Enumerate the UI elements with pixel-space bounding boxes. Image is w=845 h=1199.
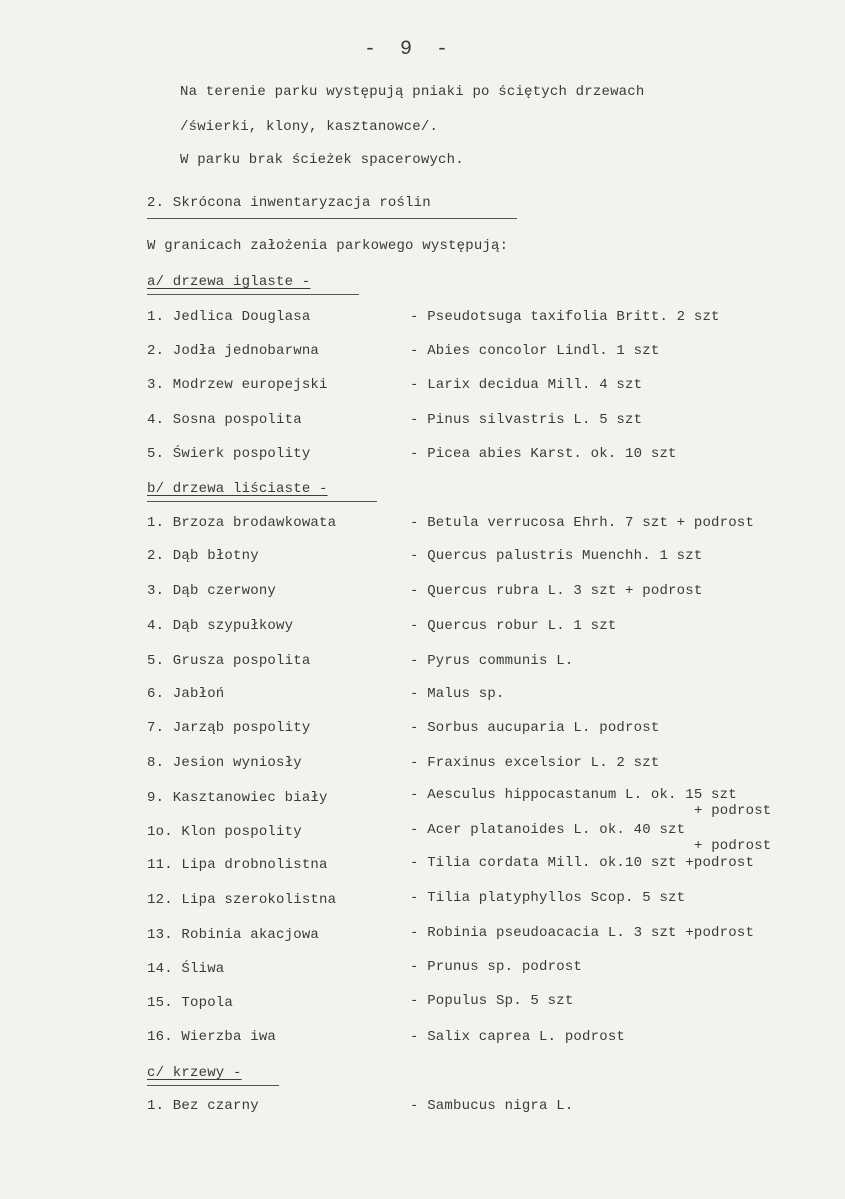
- plant-name: 12. Lipa szerokolistna: [147, 892, 337, 908]
- plant-description: - Picea abies Karst. ok. 10 szt: [410, 446, 677, 462]
- plant-description: - Fraxinus excelsior L. 2 szt: [410, 755, 660, 771]
- plant-description: - Salix caprea L. podrost: [410, 1029, 626, 1045]
- plant-description: - Tilia cordata Mill. ok.10 szt +podrost: [410, 855, 755, 871]
- plant-description-continuation: + podrost: [694, 838, 772, 854]
- group-heading: a/ drzewa iglaste -: [147, 274, 311, 290]
- plant-description: - Pinus silvastris L. 5 szt: [410, 412, 643, 428]
- plant-description: - Quercus rubra L. 3 szt + podrost: [410, 583, 703, 599]
- plant-description: - Sorbus aucuparia L. podrost: [410, 720, 660, 736]
- section-heading: 2. Skrócona inwentaryzacja roślin: [147, 195, 431, 211]
- plant-description: - Sambucus nigra L.: [410, 1098, 574, 1114]
- group-underline: [147, 501, 377, 502]
- plant-name: 5. Świerk pospolity: [147, 446, 311, 462]
- plant-description: - Abies concolor Lindl. 1 szt: [410, 343, 660, 359]
- plant-name: 3. Dąb czerwony: [147, 583, 277, 599]
- plant-description: - Prunus sp. podrost: [410, 959, 583, 975]
- plant-description: - Pyrus communis L.: [410, 653, 574, 669]
- plant-description: - Malus sp.: [410, 686, 505, 702]
- plant-name: 4. Dąb szypułkowy: [147, 618, 294, 634]
- group-heading: c/ krzewy -: [147, 1065, 242, 1081]
- heading-underline: [147, 218, 517, 219]
- plant-description: - Populus Sp. 5 szt: [410, 993, 574, 1009]
- plant-description: - Acer platanoides L. ok. 40 szt: [410, 822, 686, 838]
- section-intro: W granicach założenia parkowego występują:: [147, 238, 509, 254]
- group-underline: [147, 294, 359, 295]
- plant-description: - Tilia platyphyllos Scop. 5 szt: [410, 890, 686, 906]
- plant-name: 2. Jodła jednobarwna: [147, 343, 320, 359]
- plant-name: 13. Robinia akacjowa: [147, 927, 320, 943]
- plant-name: 7. Jarząb pospolity: [147, 720, 311, 736]
- plant-name: 1. Jedlica Douglasa: [147, 309, 311, 325]
- group-heading: b/ drzewa liściaste -: [147, 481, 328, 497]
- plant-description: - Quercus palustris Muenchh. 1 szt: [410, 548, 703, 564]
- intro-line: /świerki, klony, kasztanowce/.: [180, 119, 439, 135]
- plant-description-continuation: + podrost: [694, 803, 772, 819]
- plant-name: 3. Modrzew europejski: [147, 377, 328, 393]
- plant-name: 11. Lipa drobnolistna: [147, 857, 328, 873]
- group-underline: [147, 1085, 279, 1086]
- plant-description: - Aesculus hippocastanum L. ok. 15 szt: [410, 787, 737, 803]
- plant-name: 6. Jabłoń: [147, 686, 225, 702]
- plant-name: 14. Śliwa: [147, 961, 225, 977]
- plant-name: 1. Bez czarny: [147, 1098, 259, 1114]
- intro-line: Na terenie parku występują pniaki po ściętych drzewach: [180, 84, 645, 100]
- intro-line: W parku brak ścieżek spacerowych.: [180, 152, 464, 168]
- plant-name: 16. Wierzba iwa: [147, 1029, 277, 1045]
- plant-name: 1o. Klon pospolity: [147, 824, 302, 840]
- plant-description: - Larix decidua Mill. 4 szt: [410, 377, 643, 393]
- plant-description: - Robinia pseudoacacia L. 3 szt +podrost: [410, 925, 755, 941]
- plant-name: 4. Sosna pospolita: [147, 412, 302, 428]
- plant-name: 9. Kasztanowiec biały: [147, 790, 328, 806]
- plant-name: 1. Brzoza brodawkowata: [147, 515, 337, 531]
- plant-name: 8. Jesion wyniosły: [147, 755, 302, 771]
- plant-description: - Pseudotsuga taxifolia Britt. 2 szt: [410, 309, 720, 325]
- page-number: - 9 -: [364, 38, 455, 61]
- plant-description: - Quercus robur L. 1 szt: [410, 618, 617, 634]
- plant-name: 5. Grusza pospolita: [147, 653, 311, 669]
- plant-name: 15. Topola: [147, 995, 234, 1011]
- plant-description: - Betula verrucosa Ehrh. 7 szt + podrost: [410, 515, 755, 531]
- plant-name: 2. Dąb błotny: [147, 548, 259, 564]
